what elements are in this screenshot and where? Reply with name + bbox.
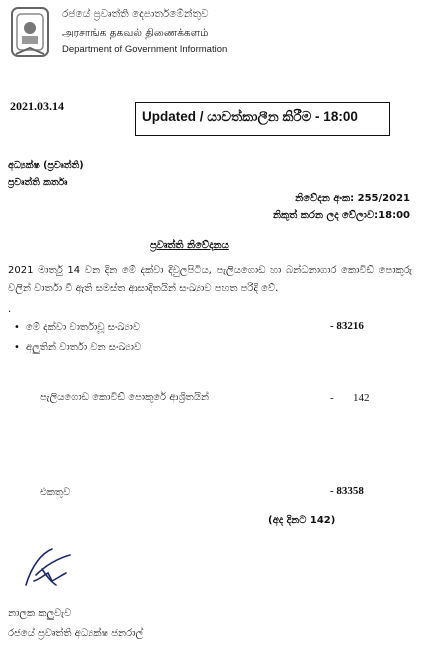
signatory-title: රජයේ ප්‍රවෘත්ති අධ්‍යක්ෂ ජනරාල් <box>8 628 144 639</box>
department-name-tamil: அரசாங்க தகவல் திணைக்களம் <box>62 27 209 39</box>
list-item-label: මේ දක්වා වාර්තාවූ සංඛ්‍යාව <box>26 322 141 333</box>
reported-count-value: - 83216 <box>330 320 364 332</box>
list-item-reported-count <box>26 322 140 333</box>
press-release-heading: ප්‍රවෘත්ති නිවේදනය <box>150 240 229 251</box>
list-item-label: අලුතින් වාර්තා වන සංඛ්‍යාව <box>26 342 142 353</box>
sub-item-dash: - <box>330 392 334 404</box>
release-date: 2021.03.14 <box>10 99 64 113</box>
release-number: නිවේදන අංක: 255/2021 <box>295 193 410 204</box>
updated-box: Updated / යාවත්කාලීන කිරීම - 18:00 <box>135 102 390 136</box>
recipient-editor: ප්‍රවෘත්ති කර්තෘ <box>8 177 68 188</box>
sub-item-value: 142 <box>353 392 370 404</box>
sub-item-label: පැලියගොඩ කොවිඩ් පොකුරේ ආශ්‍රිතයින් <box>40 392 210 403</box>
department-name-english: Department of Government Information <box>62 44 228 55</box>
recipient-director: අධ්‍යක්ෂ (ප්‍රවෘත්ති) <box>8 160 84 171</box>
signatory-name: නාලක කලුවැව <box>8 608 72 619</box>
release-time: නිකුත් කරන ලද වේලාව:18:00 <box>272 210 410 221</box>
department-name-sinhala: රජයේ ප්‍රවෘත්ති දෙපාර්තමේන්තුව <box>62 8 209 20</box>
body-paragraph: 2021 මාර්තු 14 වන දින මේ දක්වා දිවුලපිටිය, පැලියගොඩ හා බන්ධනාගාර කොවිඩ් පොකුරු වලින් වාර්තා වී ඇති සමස්ත ආසාදිතයින් සංඛ්‍යාව පහත පරිදි වේ. <box>8 265 412 294</box>
government-emblem-icon <box>10 6 50 60</box>
total-value: - 83358 <box>330 485 364 497</box>
total-label: එකතුව <box>40 487 71 498</box>
stray-dot: . <box>8 304 12 315</box>
signature-icon <box>22 545 82 590</box>
list-item-new-count <box>26 342 141 353</box>
today-count: (අද දිනට 142) <box>268 515 336 526</box>
